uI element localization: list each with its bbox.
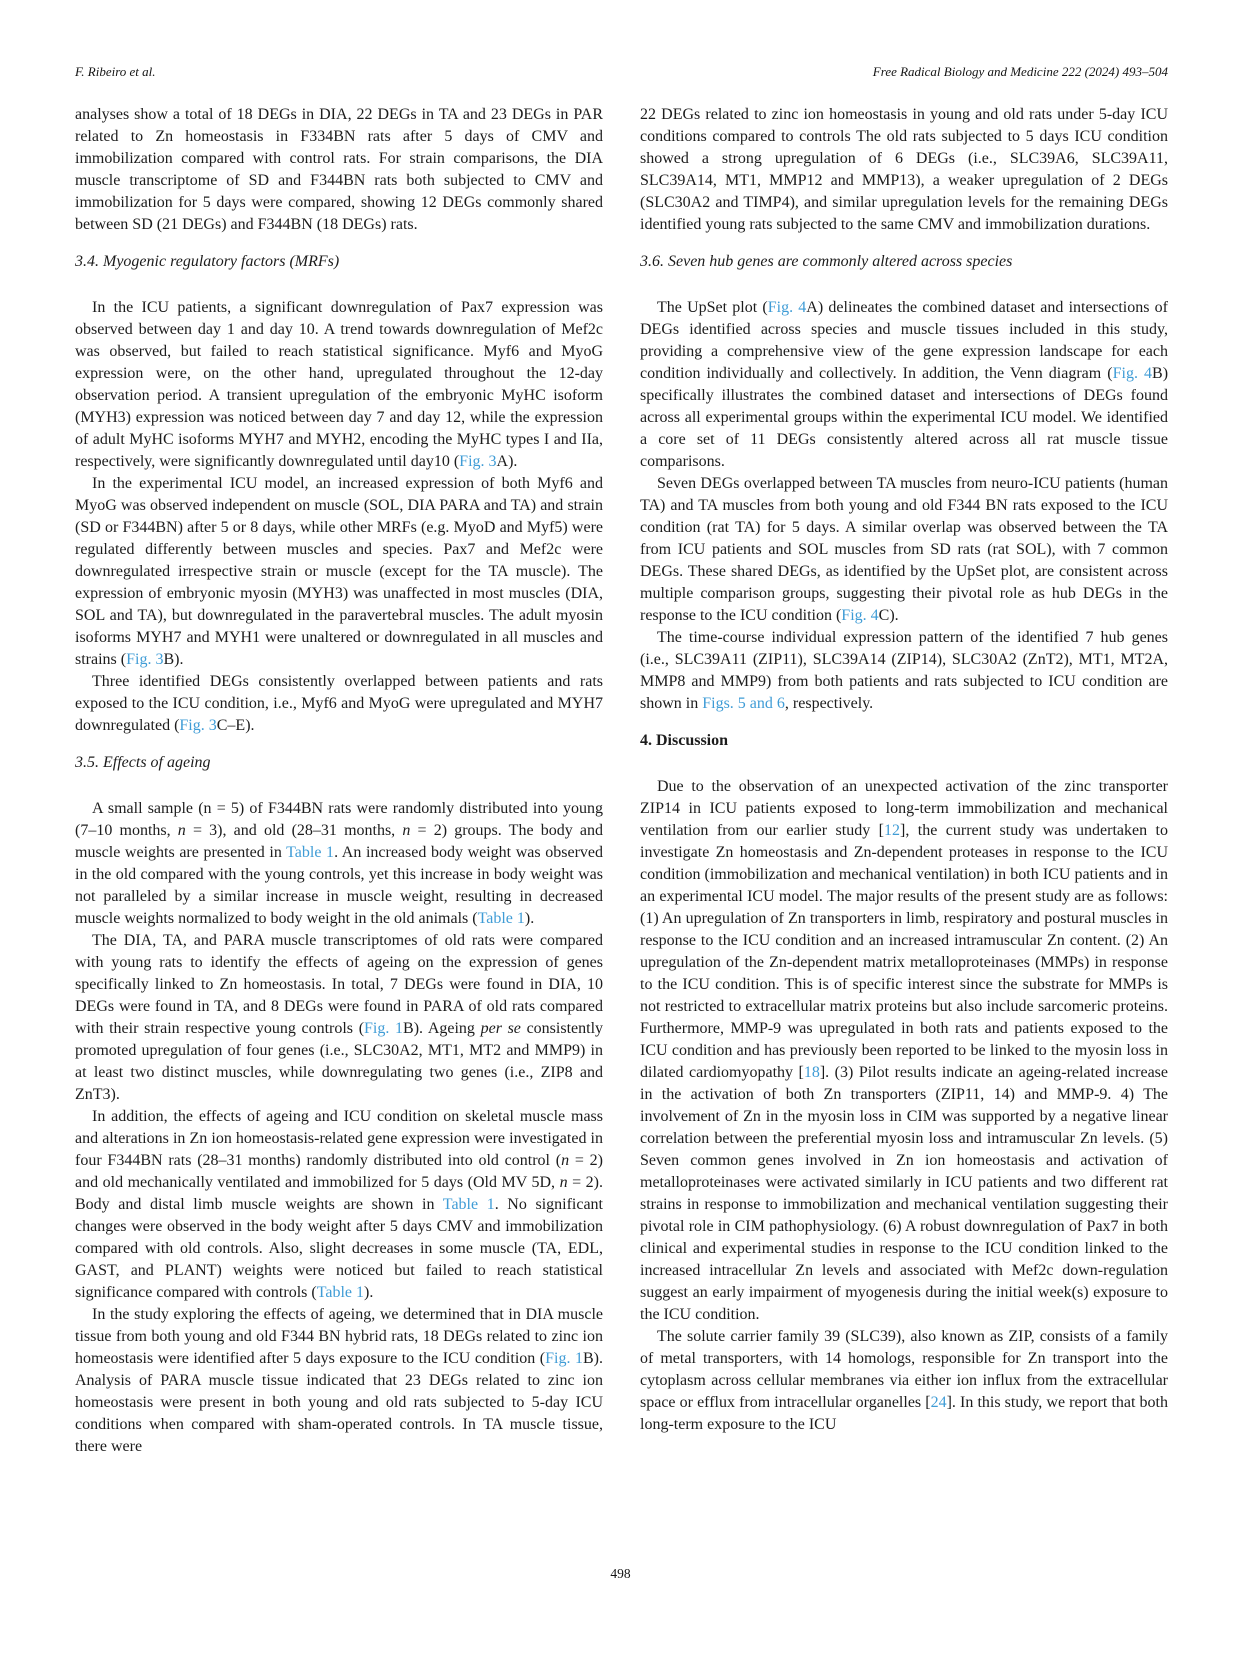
text-run: 3.5. Effects of ageing: [75, 754, 211, 771]
header-authors: F. Ribeiro et al.: [75, 64, 156, 79]
text-run: , respectively.: [784, 695, 874, 712]
figs5-6-link[interactable]: Figs. 5 and 6: [702, 695, 785, 712]
italic-text: per se: [480, 1020, 521, 1037]
section-heading: [640, 730, 1168, 752]
text-run: = 2) groups. The body and muscle weights are presented in: [75, 822, 603, 861]
section-heading: [75, 251, 603, 273]
text-run: A small sample (n = 5) of F344BN rats were randomly distributed into young (7–10 months,: [75, 800, 603, 839]
table1-link[interactable]: Table 1: [477, 910, 525, 927]
text-run: B). Ageing: [403, 1020, 481, 1037]
text-run: = 3), and old (28–31 months,: [185, 822, 403, 839]
left-column: [75, 104, 603, 1458]
italic-text: n: [402, 822, 411, 839]
text-run: The solute carrier family 39 (SLC39), also known as ZIP, consists of a family of metal transporters, with 14 homologs, responsible for Zn transport into the cytoplasm across cellular membranes via either ion influx from the extracellular space or efflux from intracellular organelles [: [640, 1328, 1168, 1411]
right-column: [640, 104, 1168, 1458]
text-run: Three identified DEGs consistently overlapped between patients and rats exposed to the ICU condition, i.e., Myf6 and MyoG were upregulated and MYH7 downregulated (: [75, 673, 603, 734]
text-run: ]. (3) Pilot results indicate an ageing-related increase in the activation of both Zn transporters (ZIP11, 14) and MMP-9. 4) The involvement of Zn in the myosin loss in CIM was supported by a negative linear correlation between the preferential myosin loss and intramuscular Zn levels. (5) Seven common genes involved in Zn ion homeostasis and activation of metalloproteinases were activated similarly in ICU patients and two different rat strains in response to immobilization and mechanical ventilation suggesting their pivotal role in CIM pathophysiology. (6) A robust downregulation of Pax7 in both clinical and experimental studies in response to the ICU condition linked to the increased intracellular Zn levels and associated with Mef2c down-regulation suggest an early impairment of myogenesis during the initial week(s) exposure to the ICU condition.: [640, 1064, 1168, 1323]
paragraph: [640, 104, 1168, 236]
ref-12-link[interactable]: 12: [884, 822, 900, 839]
text-run: ]. In this study, we report that both long-term exposure to the ICU: [640, 1394, 1169, 1433]
text-run: B). Analysis of PARA muscle tissue indicated that 23 DEGs related to zinc ion homeostasis were present in both young and old rats subjected to 5-day ICU conditions when compared with sham-operated controls. In TA muscle tissue, there were: [75, 1350, 603, 1455]
text-run: 22 DEGs related to zinc ion homeostasis in young and old rats under 5-day ICU conditions compared to controls The old rats subjected to 5 days ICU condition showed a strong upregulation of 6 DEGs (i.e., SLC39A6, SLC39A11, SLC39A14, MT1, MMP12 and MMP13), a weaker upregulation of 2 DEGs (SLC30A2 and TIMP4), and similar upregulation levels for the remaining DEGs identified young rats subjected to the same CMV and immobilization durations.: [640, 106, 1168, 233]
text-run: . An increased body weight was observed in the old compared with the young controls, yet this increase in body weight was not paralleled by a similar increase in muscle weight, resulting in decreased muscle weights normalized to body weight in the old animals (: [75, 844, 603, 927]
paragraph: [640, 1326, 1168, 1436]
text-run: In addition, the effects of ageing and ICU condition on skeletal muscle mass and alterations in Zn ion homeostasis-related gene expression were investigated in four F344BN rats (28–31 months) randomly distributed into old control (: [75, 1108, 603, 1169]
fig3a-link[interactable]: Fig. 3: [459, 453, 497, 470]
italic-text: n: [561, 1152, 570, 1169]
fig1b-link[interactable]: Fig. 1: [545, 1350, 583, 1367]
ref-24-link[interactable]: 24: [930, 1394, 947, 1411]
text-run: B).: [163, 651, 184, 668]
fig4a-link[interactable]: Fig. 4: [767, 299, 807, 316]
paragraph: [75, 473, 603, 671]
paragraph: [75, 798, 603, 930]
running-header: [75, 64, 1168, 80]
table1-link[interactable]: Table 1: [286, 844, 335, 861]
section-heading: [640, 251, 1168, 273]
paragraph: [75, 930, 603, 1106]
text-run: C–E).: [216, 717, 255, 734]
two-column-text: [75, 104, 1168, 1458]
fig3ce-link[interactable]: Fig. 3: [179, 717, 217, 734]
text-run: The UpSet plot (: [657, 299, 768, 316]
paragraph: [75, 1106, 603, 1304]
text-run: 3.4. Myogenic regulatory factors (MRFs): [75, 253, 340, 270]
table1-link[interactable]: Table 1: [442, 1196, 495, 1213]
text-run: In the study exploring the effects of ageing, we determined that in DIA muscle tissue from both young and old F344 BN hybrid rats, 18 DEGs related to zinc ion homeostasis were identified after 5 days exposure to the ICU condition (: [75, 1306, 603, 1367]
header-journal-citation: Free Radical Biology and Medicine 222 (2024) 493–504: [872, 64, 1168, 79]
section-heading: [75, 752, 603, 774]
text-run: ).: [364, 1284, 374, 1301]
text-run: A).: [496, 453, 518, 470]
text-run: B) specifically illustrates the combined dataset and intersections of DEGs found across all experimental groups within the experimental ICU model. We identified a core set of 11 DEGs consistently altered across all rat muscle tissue comparisons.: [640, 365, 1169, 470]
paragraph: [75, 1304, 603, 1458]
paragraph: [640, 297, 1168, 473]
text-run: A) delineates the combined dataset and intersections of DEGs identified across species and muscle tissues included in this study, providing a comprehensive view of the gene expression landscape for each condition individually and collectively. In addition, the Venn diagram (: [640, 299, 1168, 382]
ref-18-link[interactable]: 18: [803, 1064, 820, 1081]
paragraph: [75, 104, 603, 236]
paragraph: [75, 297, 603, 473]
italic-text: n: [177, 822, 186, 839]
fig4c-link[interactable]: Fig. 4: [841, 607, 879, 624]
fig1b-link[interactable]: Fig. 1: [364, 1020, 404, 1037]
page-number: 498: [610, 1566, 631, 1581]
text-run: consistently promoted upregulation of four genes (i.e., SLC30A2, MT1, MT2 and MMP9) in at least two distinct muscles, while downregulating two genes (i.e., ZIP8 and ZnT3).: [75, 1020, 604, 1103]
text-run: C).: [878, 607, 899, 624]
italic-text: n: [559, 1174, 568, 1191]
text-run: analyses show a total of 18 DEGs in DIA, 22 DEGs in TA and 23 DEGs in PAR related to Zn homeostasis in F334BN rats after 5 days of CMV and immobilization compared with control rats. For strain comparisons, the DIA muscle transcriptome of SD and F344BN rats both subjected to CMV and immobilization for 5 days were compared, showing 12 DEGs commonly shared between SD (21 DEGs) and F344BN (18 DEGs) rats.: [75, 106, 603, 233]
paragraph: [640, 776, 1168, 1326]
text-run: 4. Discussion: [640, 732, 729, 749]
paragraph: [75, 671, 603, 737]
text-run: . No significant changes were observed in the body weight after 5 days CMV and immobilization compared with old controls. Also, slight decreases in some muscle (TA, EDL, GAST, and PLANT) weights were noticed but failed to reach statistical significance compared with controls (: [75, 1196, 604, 1301]
text-run: In the ICU patients, a significant downregulation of Pax7 expression was observed between day 1 and day 10. A trend towards downregulation of Mef2c was observed, but failed to reach statistical significance. Myf6 and MyoG expression were, on the other hand, upregulated throughout the 12-day observation period. A transient upregulation of the embryonic MyHC isoform (MYH3) expression was noticed between day 7 and day 12, while the expression of adult MyHC isoforms MYH7 and MYH2, encoding the MyHC types I and IIa, respectively, were significantly downregulated until day10 (: [75, 299, 603, 470]
text-run: In the experimental ICU model, an increased expression of both Myf6 and MyoG was observed independent on muscle (SOL, DIA PARA and TA) and strain (SD or F344BN) after 5 or 8 days, while other MRFs (e.g. MyoD and Myf5) were regulated differently between muscles and species. Pax7 and Mef2c were downregulated irrespective strain or muscle (except for the TA muscle). The expression of embryonic myosin (MYH3) was unaffected in most muscles (DIA, SOL and TA), but downregulated in the paravertebral muscles. The adult myosin isoforms MYH7 and MYH1 were unaltered or downregulated in all muscles and strains (: [75, 475, 603, 668]
paragraph: [640, 627, 1168, 715]
paragraph: [640, 473, 1168, 627]
text-run: The time-course individual expression pattern of the identified 7 hub genes (i.e., SLC39A11 (ZIP11), SLC39A14 (ZIP14), SLC30A2 (ZnT2), MT1, MT2A, MMP8 and MMP9) from both patients and rats subjected to ICU condition are shown in: [640, 629, 1168, 712]
text-run: = 2) and old mechanically ventilated and immobilized for 5 days (Old MV 5D,: [75, 1152, 603, 1191]
text-run: The DIA, TA, and PARA muscle transcriptomes of old rats were compared with young rats to identify the effects of ageing on the expression of genes specifically linked to Zn homeostasis. In total, 7 DEGs were found in DIA, 10 DEGs were found in TA, and 8 DEGs were found in PARA of old rats compared with their strain respective young controls (: [75, 932, 603, 1037]
text-run: Due to the observation of an unexpected activation of the zinc transporter ZIP14 in ICU patients exposed to long-term immobilization and mechanical ventilation from our earlier study [: [640, 778, 1168, 839]
text-run: Seven DEGs overlapped between TA muscles from neuro-ICU patients (human TA) and TA muscles from both young and old F344 BN rats exposed to the ICU condition (rat TA) for 5 days. A similar overlap was observed between the TA from ICU patients and SOL muscles from SD rats (rat SOL), with 7 common DEGs. These shared DEGs, as identified by the UpSet plot, are consistent across multiple comparison groups, suggesting their pivotal role as hub DEGs in the response to the ICU condition (: [640, 475, 1168, 624]
fig3b-link[interactable]: Fig. 3: [126, 651, 164, 668]
text-run: ], the current study was undertaken to investigate Zn homeostasis and Zn-dependent proteases in response to the ICU condition (immobilization and mechanical ventilation) in both ICU patients and in an experimental ICU model. The major results of the present study are as follows: (1) An upregulation of Zn transporters in limb, respiratory and postural muscles in response to the ICU condition and an increased intramuscular Zn content. (2) An upregulation of the Zn-dependent matrix metalloproteinases (MMPs) in response to the ICU condition. This is of specific interest since the substrate for MMPs is not restricted to extracellular matrix proteins but also include sarcomeric proteins. Furthermore, MMP-9 was upregulated in both rats and patients exposed to the ICU condition and has previously been reported to be linked to the myosin loss in dilated cardiomyopathy [: [640, 822, 1168, 1081]
text-run: ).: [524, 910, 535, 927]
fig4b-link[interactable]: Fig. 4: [1112, 365, 1153, 382]
text-run: = 2). Body and distal limb muscle weights are shown in: [75, 1174, 603, 1213]
text-run: 3.6. Seven hub genes are commonly altered across species: [640, 253, 1013, 270]
table1-link[interactable]: Table 1: [316, 1284, 365, 1301]
